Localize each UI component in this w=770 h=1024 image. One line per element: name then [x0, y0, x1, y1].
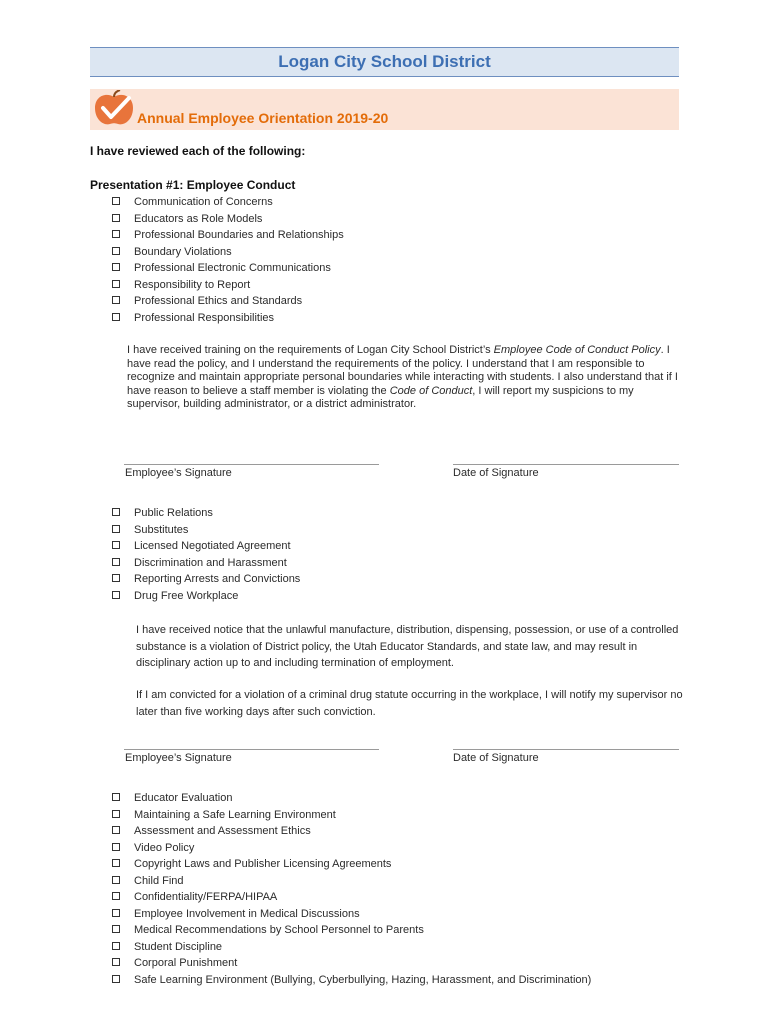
checkbox-icon[interactable]	[112, 296, 120, 304]
list-item[interactable]: Medical Recommendations by School Personnel to Parents	[112, 922, 591, 939]
checkbox-icon[interactable]	[112, 793, 120, 801]
list-item[interactable]: Professional Responsibilities	[112, 310, 344, 327]
code-of-conduct-statement: I have received training on the requirements of Logan City School District’s Employee Code of Conduct Policy. I have read the policy, and I understand the requirements of the policy. I understand that I am responsible to recognize and maintain appropriate personal boundaries while interacting with students. I also understand that if I have reason to believe a staff member is violating the Code of Conduct, I will report my suspicions to my supervisor, building administrator, or a district administrator.	[127, 344, 678, 411]
checkbox-icon[interactable]	[112, 975, 120, 983]
checkbox-icon[interactable]	[112, 247, 120, 255]
list-item[interactable]: Drug Free Workplace	[112, 588, 300, 605]
list-item[interactable]: Employee Involvement in Medical Discussions	[112, 906, 591, 923]
checkbox-icon[interactable]	[112, 909, 120, 917]
list-item[interactable]: Reporting Arrests and Convictions	[112, 571, 300, 588]
conviction-notice: If I am convicted for a violation of a criminal drug statute occurring in the workplace, I will notify my supervisor no later than five working days after such conviction.	[136, 689, 683, 718]
list-item[interactable]: Video Policy	[112, 840, 591, 857]
checkbox-icon[interactable]	[112, 541, 120, 549]
checkbox-icon[interactable]	[112, 810, 120, 818]
presentation-1-checklist	[112, 194, 344, 326]
checkbox-icon[interactable]	[112, 280, 120, 288]
list-item[interactable]: Licensed Negotiated Agreement	[112, 538, 300, 555]
employee-signature-line-1[interactable]	[124, 464, 379, 465]
district-banner	[90, 47, 679, 77]
intro-heading: I have reviewed each of the following:	[90, 144, 306, 158]
list-item[interactable]: Boundary Violations	[112, 244, 344, 261]
presentation-1-title: Presentation #1: Employee Conduct	[90, 178, 296, 192]
checkbox-icon[interactable]	[112, 591, 120, 599]
date-signature-label: Date of Signature	[453, 752, 539, 764]
checkbox-icon[interactable]	[112, 508, 120, 516]
checkbox-icon[interactable]	[112, 214, 120, 222]
checkbox-icon[interactable]	[112, 574, 120, 582]
checkbox-icon[interactable]	[112, 958, 120, 966]
list-item[interactable]: Child Find	[112, 873, 591, 890]
district-title: Logan City School District	[278, 52, 491, 71]
checkbox-icon[interactable]	[112, 826, 120, 834]
checkbox-icon[interactable]	[112, 197, 120, 205]
section-2-checklist	[112, 505, 300, 604]
list-item[interactable]: Student Discipline	[112, 939, 591, 956]
list-item[interactable]: Responsibility to Report	[112, 277, 344, 294]
list-item[interactable]: Confidentiality/FERPA/HIPAA	[112, 889, 591, 906]
drug-free-notice: I have received notice that the unlawful manufacture, distribution, dispensing, possession, or use of a controlled substance is a violation of District policy, the Utah Educator Standards, and state law, and may result in disciplinary action up to and including termination of employment.	[136, 624, 679, 669]
checkbox-icon[interactable]	[112, 230, 120, 238]
list-item[interactable]: Communication of Concerns	[112, 194, 344, 211]
checkbox-icon[interactable]	[112, 876, 120, 884]
list-item[interactable]: Professional Ethics and Standards	[112, 293, 344, 310]
checkbox-icon[interactable]	[112, 843, 120, 851]
list-item[interactable]: Copyright Laws and Publisher Licensing Agreements	[112, 856, 591, 873]
checkbox-icon[interactable]	[112, 263, 120, 271]
apple-check-icon	[92, 90, 136, 128]
checkbox-icon[interactable]	[112, 313, 120, 321]
list-item[interactable]: Assessment and Assessment Ethics	[112, 823, 591, 840]
date-signature-label: Date of Signature	[453, 467, 539, 479]
list-item[interactable]: Discrimination and Harassment	[112, 555, 300, 572]
list-item[interactable]: Substitutes	[112, 522, 300, 539]
list-item[interactable]: Corporal Punishment	[112, 955, 591, 972]
employee-signature-line-2[interactable]	[124, 749, 379, 750]
checkbox-icon[interactable]	[112, 859, 120, 867]
checkbox-icon[interactable]	[112, 558, 120, 566]
orientation-title: Annual Employee Orientation 2019-20	[137, 110, 389, 126]
date-signature-line-2[interactable]	[453, 749, 679, 750]
orientation-banner	[90, 89, 679, 130]
checkbox-icon[interactable]	[112, 925, 120, 933]
list-item[interactable]: Professional Electronic Communications	[112, 260, 344, 277]
list-item[interactable]: Safe Learning Environment (Bullying, Cyberbullying, Hazing, Harassment, and Discrimination)	[112, 972, 591, 989]
employee-signature-label: Employee’s Signature	[125, 467, 232, 479]
list-item[interactable]: Public Relations	[112, 505, 300, 522]
section-3-checklist	[112, 790, 591, 988]
employee-signature-label: Employee’s Signature	[125, 752, 232, 764]
list-item[interactable]: Professional Boundaries and Relationships	[112, 227, 344, 244]
checkbox-icon[interactable]	[112, 525, 120, 533]
date-signature-line-1[interactable]	[453, 464, 679, 465]
checkbox-icon[interactable]	[112, 942, 120, 950]
list-item[interactable]: Educator Evaluation	[112, 790, 591, 807]
list-item[interactable]: Educators as Role Models	[112, 211, 344, 228]
checkbox-icon[interactable]	[112, 892, 120, 900]
list-item[interactable]: Maintaining a Safe Learning Environment	[112, 807, 591, 824]
